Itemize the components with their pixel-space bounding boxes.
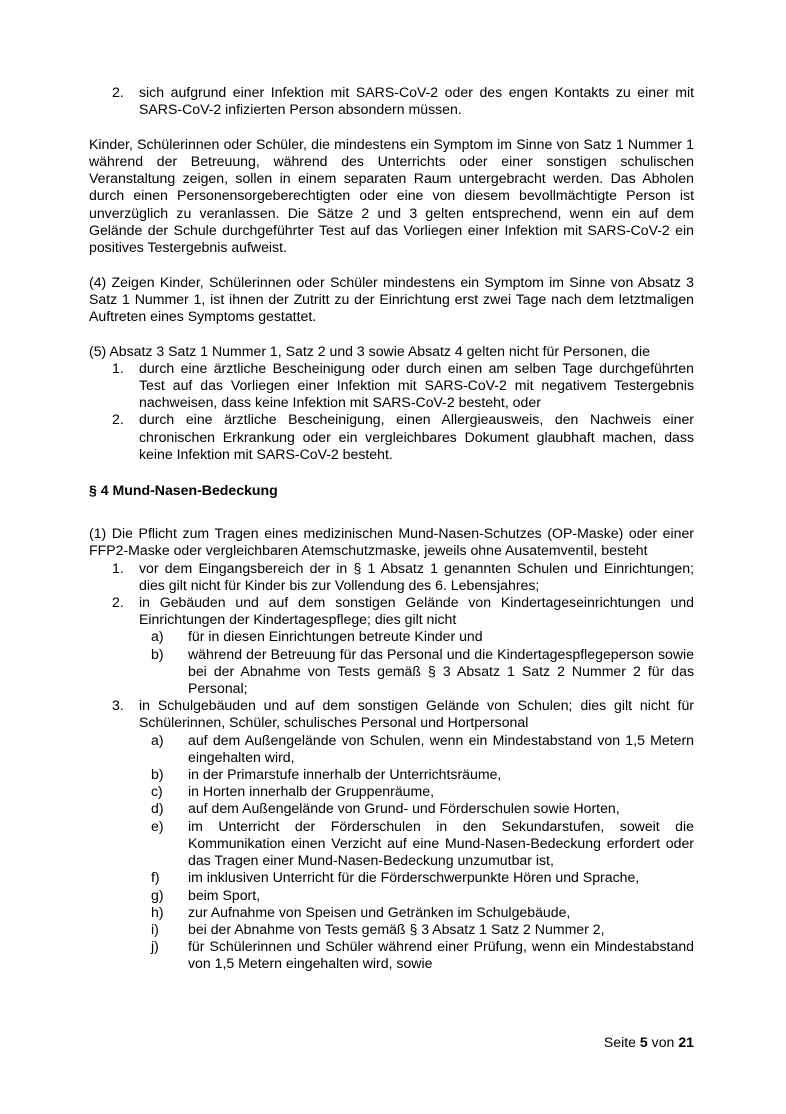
list-number: 1. xyxy=(112,559,124,576)
page-footer xyxy=(89,1034,694,1050)
list-item xyxy=(89,697,694,731)
sub-list-text: im inklusiven Unterricht für die Förderschwerpunkte Hören und Sprache, xyxy=(188,869,640,886)
page-number: 5 xyxy=(639,1034,648,1050)
sub-list-item xyxy=(89,628,694,645)
list-item xyxy=(89,411,694,463)
sub-list-letter: f) xyxy=(151,869,160,886)
sub-list-text: im Unterricht der Förderschulen in den Sekundarstufen, soweit die Kommunikation einen Verzicht auf eine Mund-Nasen-Bedeckung erfordert oder das Tragen einer Mund-Nasen-Bedeckung unzumutbar ist, xyxy=(188,817,694,869)
sub-list-item xyxy=(89,732,694,766)
sub-list-letter: c) xyxy=(151,783,163,800)
sub-list-item xyxy=(89,904,694,921)
sub-list-item xyxy=(89,921,694,938)
sub-list-item xyxy=(89,646,694,698)
sub-list-letter: a) xyxy=(151,628,164,645)
list-text: durch eine ärztliche Bescheinigung oder durch einen am selben Tage durchgeführten Test auf das Vorliegen einer Infektion mit SARS-CoV-2 mit negativem Testergebnis nachweisen, dass keine Infektion mit SARS-CoV-2 besteht, oder xyxy=(139,359,694,411)
sub-list-text: in der Primarstufe innerhalb der Unterrichtsräume, xyxy=(188,766,502,783)
sub-list-item xyxy=(89,783,694,800)
sub-list-item xyxy=(89,938,694,972)
page-total: 21 xyxy=(678,1034,694,1050)
sub-list-text: für Schülerinnen und Schüler während einer Prüfung, wenn ein Mindestabstand von 1,5 Metern eingehalten wird, sowie xyxy=(188,938,694,972)
sub-list-text: zur Aufnahme von Speisen und Getränken im Schulgebäude, xyxy=(188,903,571,920)
paragraph-absatz-4: (4) Zeigen Kinder, Schülerinnen oder Schüler mindestens ein Symptom im Sinne von Absatz 3 Satz 1 Nummer 1, ist ihnen der Zutritt zu der Einrichtung erst zwei Tage nach dem letztmaligen Auftreten eines Symptoms gestattet. xyxy=(89,273,694,325)
footer-middle: von xyxy=(651,1034,675,1050)
list-text: in Schulgebäuden und auf dem sonstigen Gelände von Schulen; dies gilt nicht für Schülerinnen, Schüler, schulisches Personal und Hortpersonal xyxy=(139,697,694,731)
list-item xyxy=(89,84,694,118)
sub-list-item xyxy=(89,818,694,870)
list-item xyxy=(89,360,694,412)
list-item xyxy=(89,560,694,594)
sub-list-letter: d) xyxy=(151,800,164,817)
sub-list-text: auf dem Außengelände von Grund- und Förderschulen sowie Horten, xyxy=(188,800,620,817)
list-item xyxy=(89,594,694,628)
document-body xyxy=(89,84,694,973)
list-text: in Gebäuden und auf dem sonstigen Gelände von Kindertageseinrichtungen und Einrichtungen der Kindertagespflege; dies gilt nicht xyxy=(139,594,694,628)
footer-prefix: Seite xyxy=(603,1034,636,1050)
sub-list-letter: a) xyxy=(151,731,164,748)
paragraph-kinder: Kinder, Schülerinnen oder Schüler, die mindestens ein Symptom im Sinne von Satz 1 Nummer 1 während der Betreuung, während des Unterrichts oder einer sonstigen schulischen Veranstaltung zeigen, sollen in einem separaten Raum untergebracht werden. Das Abholen durch einen Personensorgeberechtigten oder eine von diesem bevollmächtigte Person ist unverzüglich zu veranlassen. Die Sätze 2 und 3 gelten entsprechend, wenn ein auf dem Gelände der Schule durchgeführter Test auf das Vorliegen einer Infektion mit SARS-CoV-2 ein positives Testergebnis aufweist. xyxy=(89,135,694,256)
sub-list-item xyxy=(89,766,694,783)
sub-list-letter: b) xyxy=(151,766,164,783)
sub-list-letter: b) xyxy=(151,645,164,662)
sub-list-text: während der Betreuung für das Personal und die Kindertagespflegeperson sowie bei der Abnahme von Tests gemäß § 3 Absatz 1 Satz 2 Nummer 2 für das Personal; xyxy=(188,645,694,697)
sub-list-letter: j) xyxy=(151,938,159,955)
sub-list-item xyxy=(89,887,694,904)
paragraph-section4-intro: (1) Die Pflicht zum Tragen eines medizinischen Mund-Nasen-Schutzes (OP-Maske) oder einer FFP2-Maske oder vergleichbaren Atemschutzmaske, jeweils ohne Ausatemventil, besteht xyxy=(89,525,694,559)
sub-list-item xyxy=(89,869,694,886)
sub-list-letter: h) xyxy=(151,903,164,920)
sub-list-letter: e) xyxy=(151,817,164,834)
sub-list-text: in Horten innerhalb der Gruppenräume, xyxy=(188,783,435,800)
sub-list-text: für in diesen Einrichtungen betreute Kinder und xyxy=(188,628,483,645)
sub-list-item xyxy=(89,800,694,817)
list-number: 3. xyxy=(112,697,124,714)
list-text: sich aufgrund einer Infektion mit SARS-CoV-2 oder des engen Kontakts zu einer mit SARS-CoV-2 infizierten Person absondern müssen. xyxy=(139,84,694,118)
sub-list-text: beim Sport, xyxy=(188,886,261,903)
list-number: 2. xyxy=(112,411,124,428)
list-text: vor dem Eingangsbereich der in § 1 Absatz 1 genannten Schulen und Einrichtungen; dies gilt nicht für Kinder bis zur Vollendung des 6. Lebensjahres; xyxy=(139,559,694,593)
sub-list-text: bei der Abnahme von Tests gemäß § 3 Absatz 1 Satz 2 Nummer 2, xyxy=(188,920,605,937)
sub-list-text: auf dem Außengelände von Schulen, wenn ein Mindestabstand von 1,5 Metern eingehalten wird, xyxy=(188,731,694,765)
list-number: 2. xyxy=(112,84,124,100)
list-text: durch eine ärztliche Bescheinigung, einen Allergieausweis, den Nachweis einer chronischen Erkrankung oder ein vergleichbares Dokument glaubhaft machen, dass keine Infektion mit SARS-CoV-2 besteht. xyxy=(139,411,694,462)
list-number: 2. xyxy=(112,594,124,611)
sub-list-letter: g) xyxy=(151,886,164,903)
paragraph-absatz-5-intro: (5) Absatz 3 Satz 1 Nummer 1, Satz 2 und 3 sowie Absatz 4 gelten nicht für Personen, die xyxy=(89,342,650,359)
list-number: 1. xyxy=(112,359,124,376)
section-heading: § 4 Mund-Nasen-Bedeckung xyxy=(89,482,278,499)
sub-list-letter: i) xyxy=(151,920,159,937)
